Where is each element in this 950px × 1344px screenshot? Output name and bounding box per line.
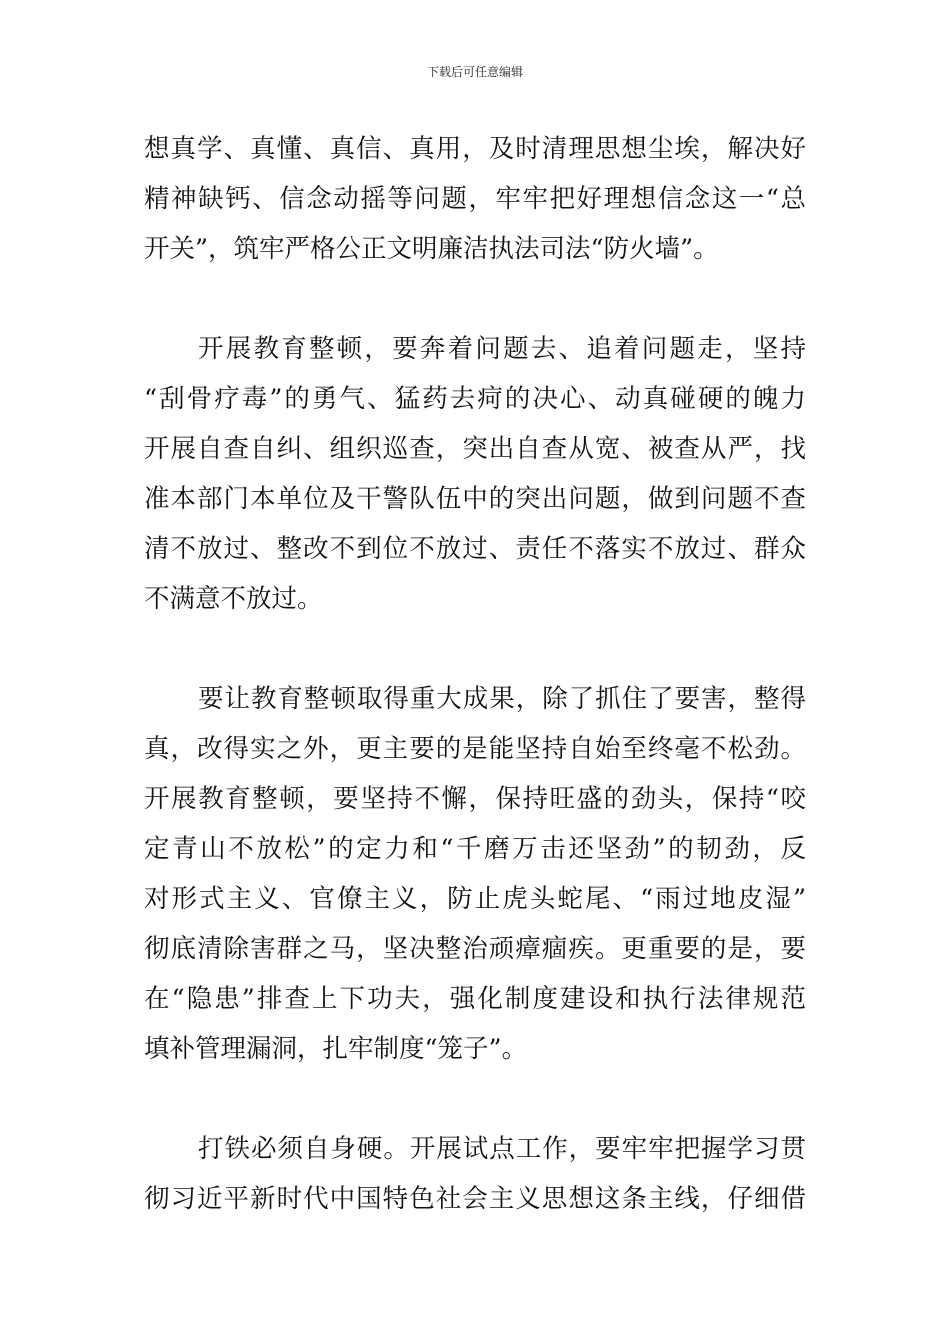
paragraph-3 — [144, 674, 806, 1074]
text-line: 在“隐患”排查上下功夫，强化制度建设和执行法律规范 — [144, 984, 806, 1014]
paragraph-1 — [144, 124, 806, 274]
text-line: 清不放过、整改不到位不放过、责任不落实不放过、群众 — [144, 534, 806, 564]
paragraph-4 — [144, 1124, 806, 1224]
text-line: 填补管理漏洞，扎牢制度“笼子”。 — [144, 1034, 528, 1064]
text-line: 彻习近平新时代中国特色社会主义思想这条主线，仔细借 — [144, 1184, 806, 1214]
text-line: 真，改得实之外，更主要的是能坚持自始至终毫不松劲。 — [144, 734, 806, 764]
text-line: 想真学、真懂、真信、真用，及时清理思想尘埃，解决好 — [144, 134, 806, 164]
text-line: 不满意不放过。 — [144, 584, 323, 614]
paragraph-spacer — [144, 624, 806, 674]
text-line: 开展教育整顿，要奔着问题去、追着问题走，坚持 — [198, 334, 806, 364]
text-line: “刮骨疗毒”的勇气、猛药去疴的决心、动真碰硬的魄力 — [144, 384, 806, 414]
text-line: 要让教育整顿取得重大成果，除了抓住了要害，整得 — [198, 684, 806, 714]
text-line: 定青山不放松”的定力和“千磨万击还坚劲”的韧劲，反 — [144, 834, 806, 864]
text-line: 开关”，筑牢严格公正文明廉洁执法司法“防火墙”。 — [144, 234, 719, 264]
document-body — [144, 124, 806, 1224]
text-line: 开展教育整顿，要坚持不懈，保持旺盛的劲头，保持“咬 — [144, 784, 806, 814]
text-line: 打铁必须自身硬。开展试点工作，要牢牢把握学习贯 — [198, 1134, 806, 1164]
text-line: 彻底清除害群之马，坚决整治顽瘴痼疾。更重要的是，要 — [144, 934, 806, 964]
text-line: 准本部门本单位及干警队伍中的突出问题，做到问题不查 — [144, 484, 806, 514]
text-line: 开展自查自纠、组织巡查，突出自查从宽、被查从严，找 — [144, 434, 806, 464]
paragraph-spacer — [144, 1074, 806, 1124]
page-header-note: 下载后可任意编辑 — [426, 65, 523, 79]
paragraph-2 — [144, 324, 806, 624]
paragraph-spacer — [144, 274, 806, 324]
text-line: 对形式主义、官僚主义，防止虎头蛇尾、“雨过地皮湿” — [144, 884, 806, 914]
text-line: 精神缺钙、信念动摇等问题，牢牢把好理想信念这一“总 — [144, 184, 806, 214]
